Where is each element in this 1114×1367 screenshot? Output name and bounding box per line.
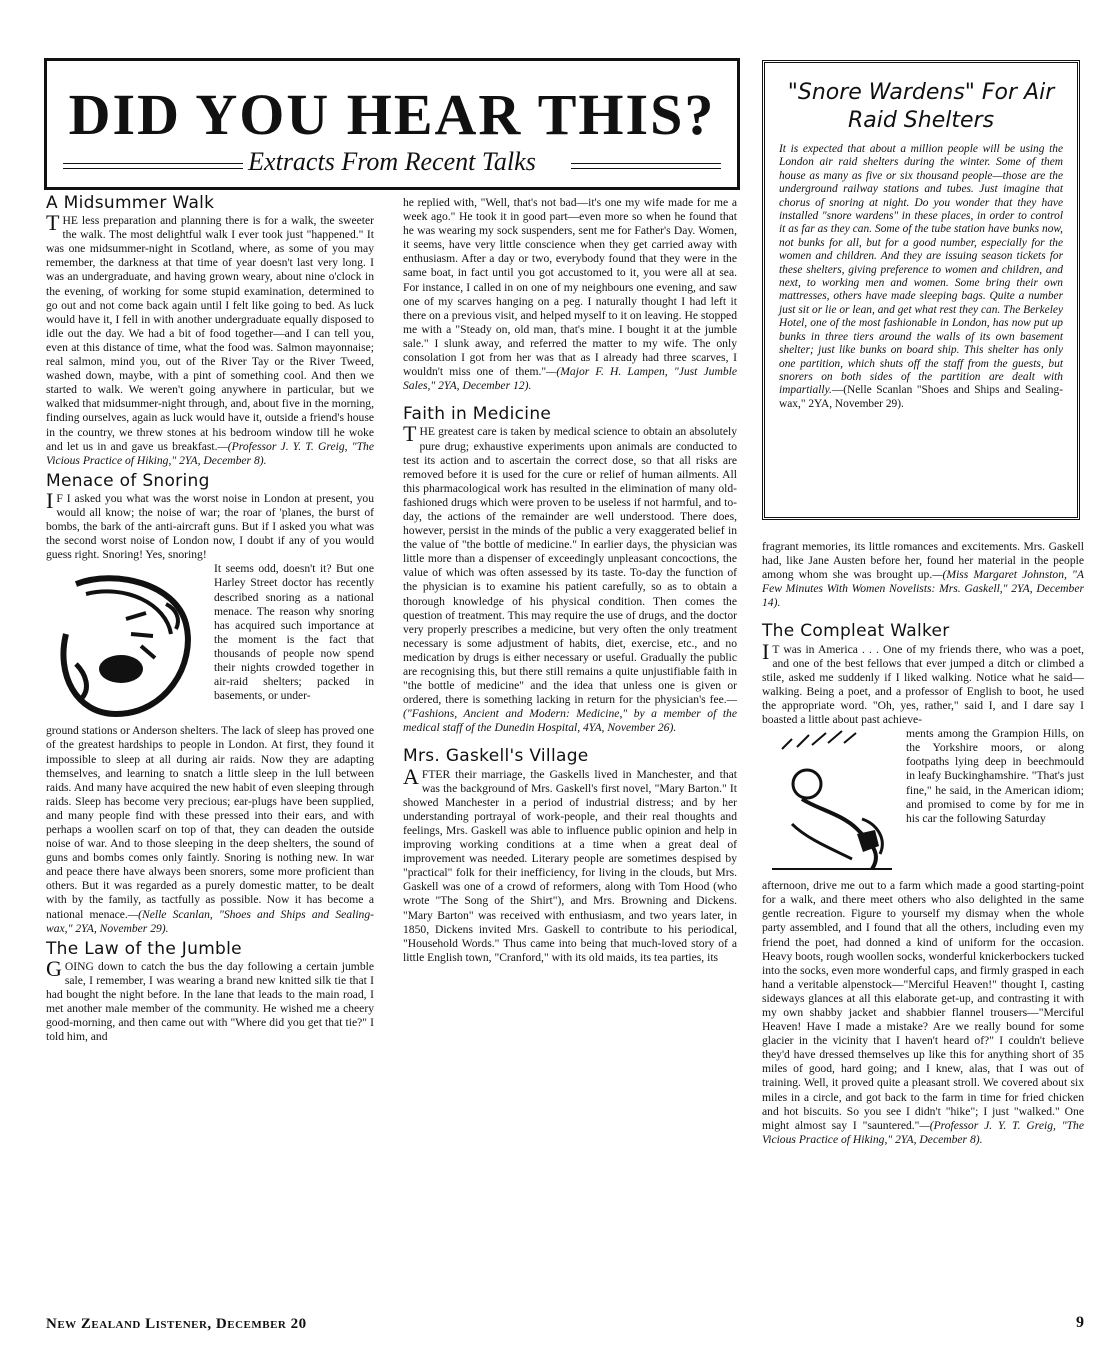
article-citation: —(Professor J. Y. T. Greig, "The Vicious Practice of Hiking," 2YA, December 8).: [46, 439, 374, 467]
article-citation: —("Fashions, Ancient and Modern: Medicine," by a member of the medical staff of the Dunedin Hospital, 4YA, November 26).: [403, 693, 737, 735]
snoring-wrap-block: [46, 562, 374, 724]
masthead-subtitle: Extracts From Recent Talks: [248, 147, 536, 176]
dropcap: T: [46, 210, 60, 236]
article-citation: —(Miss Margaret Johnston, "A Few Minutes With Women Novelists: Mrs. Gaskell," 2YA, December 14).: [762, 568, 1085, 610]
article-body: F I asked you what was the worst noise in London at present, you would all know; the noise of war; the roar of 'planes, the burst of bombs, the bark of the anti-aircraft guns. But if I asked you what was the second worst noise of London now, I doubt if any of you would guess right. Snoring! Yes, snoring!: [46, 491, 374, 562]
subtitle-rule-right: [571, 163, 721, 169]
snoring-face-illustration: [46, 564, 206, 724]
heading-compleat-walker: The Compleat Walker: [762, 621, 950, 642]
article-walker-intro: [762, 638, 1084, 728]
article-gaskell: [403, 763, 737, 965]
article-citation: —(Professor J. Y. T. Greig, "The Vicious Practice of Hiking," 2YA, December 8).: [762, 1118, 1084, 1146]
heading-faith-in-medicine: Faith in Medicine: [403, 404, 552, 425]
article-midsummer-walk: [46, 210, 374, 468]
article-snoring-intro: [46, 487, 374, 562]
article-body: he replied with, "Well, that's not bad—it's one my wife made for me a week ago." He took it in good part—even more so when he found that he was wearing my sock suspenders, sent me for Father's Day. Women, it seems, have very little conscience when they get carried away with enthusiasm. After a day or two, everybody found that they were in the same boat, in fact until you got accustomed to it, you were all at sea. For instance, I called in on one of my neighbours one evening, and saw one of my scarves hanging on a peg. I naturally thought I had left it there on a previous visit, and helped myself to it on leaving. He stopped me with a "Steady on, old man, that's mine. I bought it at the jumble sale." I slunk away, and referred the matter to my wife. The only consolation I got from her was that as I already had three scarves, I wouldn't miss one of them.": [403, 196, 737, 379]
masthead: [44, 58, 740, 190]
sidebar-citation: —(Nelle Scanlan "Shoes and Ships and Sealing-wax," 2YA, November 29).: [779, 384, 1063, 410]
article-gaskell-continued: [762, 540, 1084, 610]
walker-illustration: [762, 729, 898, 879]
sidebar-text: It is expected that about a million people will be using the London air raid shelters during the winter. Some of them house as many as five or six thousand people—those are the underground railway stations and tubes. Just imagine that chorus of snoring at night. Do you wonder that they have installed "snore wardens" in these places, in order to control it as far as they can. Some of the tube station have bunks now, not bunks for all, but for a good number, especially for the women and children. And they are issuing season tickets for these shelters, giving preference to women and children, and next, to working men and women. Some bring their own mattresses, others have made sleeping bags. Quite a number just sit or lie or lean, and get what rest they can. The Berkeley Hotel, one of the most fashionable in London, has now put up bunks in three tiers around the walls of its own basement shelter; just like bunks on board ship. This shelter has only one partition, which shuts off the staff from the guests, but snorers on both sides of the partition are dealt with impartially.: [779, 143, 1063, 397]
article-jumble-continued: [403, 196, 737, 393]
heading-mrs-gaskells-village: Mrs. Gaskell's Village: [403, 746, 589, 767]
article-body: FTER their marriage, the Gaskells lived in Manchester, and that was the background of Mrs. Gaskell's first novel, "Mary Barton." It showed Manchester in a period of industrial distress; and by her understanding portrayal of work-people, and their real thoughts and feelings, Mrs. Gaskell was able to influence public opinion and help in improving working conditions at a time when a great deal of improvement was needed. Literary people are sometimes despised by "practical" folk for their inefficiency, for living in the clouds, but Mrs. Gaskell was one of a crowd of reformers, along with Tom Hood (who wrote "The Song of the Shirt"), and Mrs. Browning and Dickens. "Mary Barton" was received with enthusiasm, and two years later, in 1850, Dickens invited Mrs. Gaskell to contribute to his periodical, "Household Words." Thus came into being that much-loved story of a little English town, "Cranford," with its old maids, its tea parties, its: [403, 767, 737, 964]
dropcap: I: [46, 487, 54, 513]
article-body: OING down to catch the bus the day following a certain jumble sale, I remember, I was wearing a brand new knitted silk tie that I had bought the night before. In the lane that leads to the main road, I met another male member of the community. He wished me a cheery good-morning, and then came out with "Where did you get that tie?" I told him, and: [46, 959, 374, 1044]
heading-midsummer-walk: A Midsummer Walk: [46, 193, 215, 213]
article-walker-wrap: ments among the Grampion Hills, on the Yorkshire moors, or along footpaths lying deep in beechmould in leafy Buckinghamshire. "That's just fine," he said, in the American idiom; and promised to come by for me in his car the following Saturday: [906, 727, 1084, 825]
article-body: T was in America . . . One of my friends there, who was a poet, and one of the best fellows that ever jumped a ditch or climbed a stile, asked me suddenly if I liked walking. Notice what he said—walking. Being a poet, and a professor of English to boot, he used the appropriate word. "Oh, yes, rather," said I, and I dare say I boasted a little about past achieve-: [762, 642, 1084, 727]
article-body: HE greatest care is taken by medical science to obtain an absolutely pure drug; exhaustive experiments upon animals are conducted to test its action and to ascertain the correct dose, so that all risks are removed before it is used for the cure or relief of human ailments. All this pharmacological work has resulted in the elimination of many old-fashioned drugs which were proven to be useless if not harmful, and to-day, the actions of the remainder are well understood. There does, however, persist in the minds of the public a very exaggerated belief in the value of "the bottle of medicine." In earlier days, the physician was little more than a dispenser of exceedingly unpleasant concoctions, the value of which was often assessed by its taste. To-day the function of the physician is to examine his patient carefully, so as to obtain a thorough knowledge of his physical condition. Then comes the question of treatment. This may require the use of drugs, and the doctor very properly prescribes a medicine, but very often the only treatment necessary is some adjustment of habits, diet, exercise, etc., and no medication by drugs is either necessary or useful. Gradually the public are recognising this, but there still remains a quite unjustifiable faith in "the bottle of medicine" and the idea that unless one is given or ordered, there is something lacking in return for the physician's fee.: [403, 425, 737, 707]
article-body: ground stations or Anderson shelters. The lack of sleep has proved one of the greatest hardships to people in London. At first, they found it impossible to sleep at all during air raids. Now they are adapting themselves, and learning to snatch a little sleep in the lull between raids. And many have acquired the new habit of even sleeping through raids. Sleep has become very precious; ear-plugs have been supplied, and many people find with these pressed into their ears, and with perhaps a woollen scarf on top of that, they can deaden the outside noise of war. And to those sleeping in the deep shelters, the sound of guns and bombs comes only faintly. Snoring is nothing new. In war and peace there have always been snorers, some more proficient than others. But it was regarded as a purely domestic matter, to be dealt with by the family, as tactfully as possible. Now it has become a national menace.: [46, 724, 374, 921]
article-body: afternoon, drive me out to a farm which made a good starting-point for a walk, and there meet others who also delighted in the same gentle recreation. Figure to yourself my dismay when the whole party assembled, and I found that all the others, including even my friend the poet, had donned a kind of uniform for the occasion. Heavy boots, rough woollen socks, wonderful knickerbockers tucked into the socks, even more wonderful caps, and firmly grasped in each hand a veritable alpenstock—"Merciful Heaven!" thought I, casting sideways glances at all this elaborate get-up, and contrasting it with my own shabby jacket and shabbier flannel trousers—"Merciful Heaven! Have I made a mistake? Are we really bound for some glacier in the vicinity that I haven't heard of?" I couldn't believe they'd have dressed themselves up like this for anything short of 35 miles of good, hard going; and I knew, alas, that I was out of training. Well, it proved quite a pleasant stroll. We covered about six miles in a circle, and got back to the farm in time for fried chicken and hot biscuits. So you see I didn't "hike"; I just "walked." One might almost say I "sauntered.": [762, 879, 1084, 1132]
article-faith: [403, 421, 737, 735]
dropcap: T: [403, 421, 417, 447]
sidebar-snore-wardens: [762, 60, 1080, 520]
article-snoring-wrap: It seems odd, doesn't it? But one Harley Street doctor has recently described snoring as a national menace. The reason why snoring has acquired such importance at the moment is the fact that thousands of people now spend their nights crowded together in air-raid shelters; packed in basements, or under-: [214, 562, 374, 703]
walker-wrap-block: [762, 727, 1084, 879]
article-walker-rest: [762, 879, 1084, 1147]
article-citation: —(Major F. H. Lampen, "Just Jumble Sales," 2YA, December 12).: [403, 365, 737, 393]
article-snoring-rest: [46, 724, 374, 935]
column-3: [762, 540, 1084, 1147]
dropcap: G: [46, 955, 62, 981]
sidebar-body: [779, 143, 1063, 411]
page-number: 9: [1076, 1314, 1084, 1331]
footer-publication: New Zealand Listener, December 20: [46, 1316, 307, 1332]
article-citation: —(Nelle Scanlan, "Shoes and Ships and Sealing-wax," 2YA, November 29).: [46, 907, 374, 935]
sidebar-title: "Snore Wardens" For Air Raid Shelters: [787, 80, 1055, 133]
article-body: HE less preparation and planning there is for a walk, the sweeter the walk. The most delightful walk I ever took just "happened." It was one midsummer-night in Scotland, where, as some of you may remember, the darkness at that time of year doesn't last very long. I was an undergraduate, and having grown weary, about nine o'clock in the evening, of working for some stupid examination, determined to go out and not come back again until I felt like going to bed. As luck would have it, I fell in with another undergraduate equally disposed to idle out the day. We had a bit of food together—and I can tell you, even at this distance of time, what the food was. Salmon mayonnaise; real salmon, mind you, out of the River Tay or the River Tweed, washed down, maybe, with a pint of something cool. And then we started to walk. We weren't going anywhere in particular, but we walked that midsummer-night through, and, about five in the morning, finding ourselves, again as luck would have it, outside a friend's house in the country, we threw stones at his bedroom window till he woke and let us in and gave us breakfast.: [46, 214, 374, 453]
article-jumble: [46, 955, 374, 1045]
dropcap: I: [762, 638, 770, 664]
masthead-title: DID YOU HEAR THIS?: [68, 82, 716, 147]
heading-menace-of-snoring: Menace of Snoring: [46, 470, 210, 491]
column-1: [46, 193, 374, 1044]
column-2: [403, 196, 737, 965]
heading-law-of-the-jumble: The Law of the Jumble: [46, 938, 242, 959]
article-body: fragrant memories, its little romances and excitements. Mrs. Gaskell had, like Jane Austen before her, found her material in the people among whom she was brought up.: [762, 540, 1084, 582]
dropcap: A: [403, 763, 419, 789]
